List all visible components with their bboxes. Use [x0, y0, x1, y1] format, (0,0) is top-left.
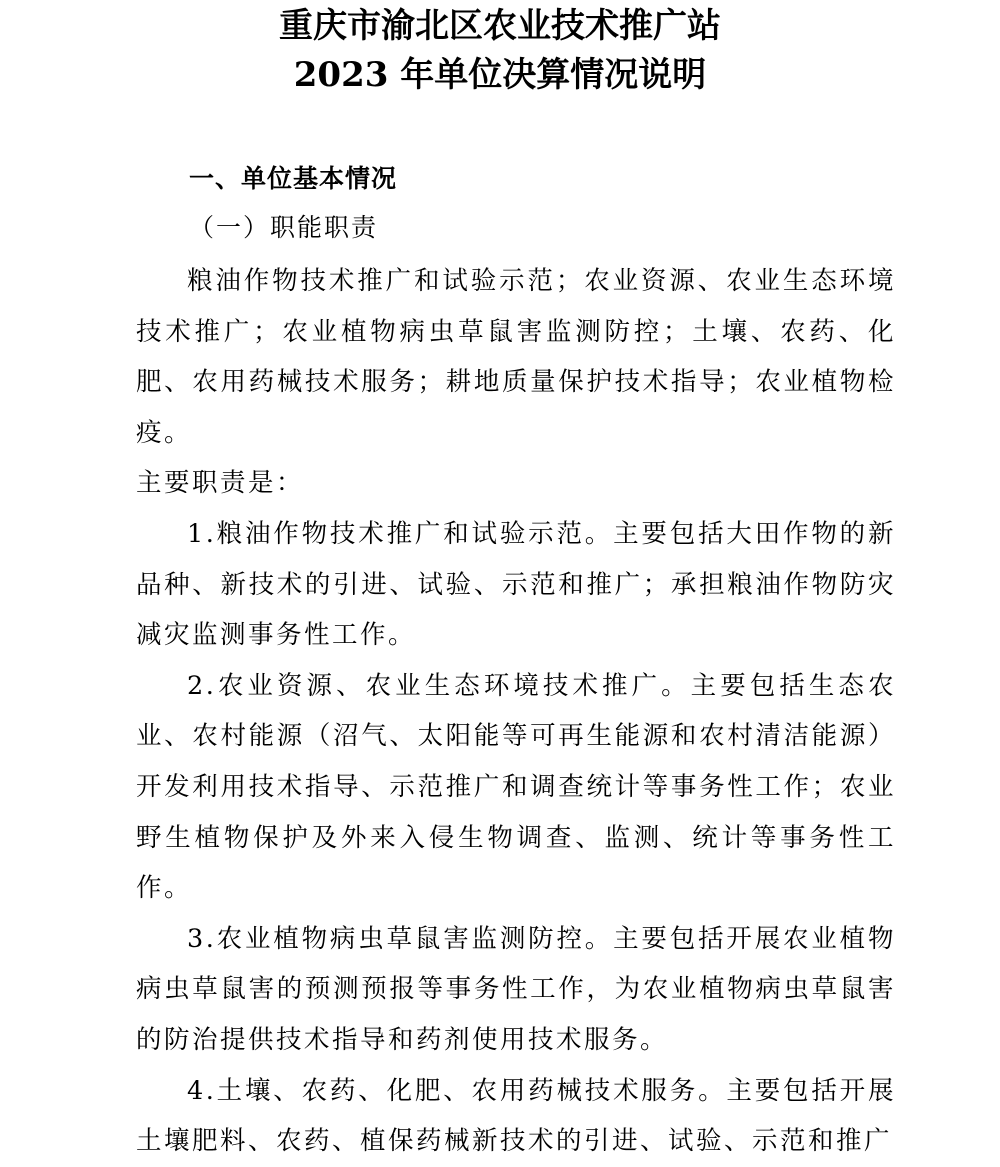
document-body — [136, 256, 896, 1167]
paragraph-duty-3: 3.农业植物病虫草鼠害监测防控。主要包括开展农业植物病虫草鼠害的预测预报等事务性工作，为农业植物病虫草鼠害的防治提供技术指导和药剂使用技术服务。 — [136, 923, 896, 1055]
paragraph-functions-overview: 粮油作物技术推广和试验示范；农业资源、农业生态环境技术推广；农业植物病虫草鼠害监测防控；土壤、农药、化肥、农用药械技术服务；耕地质量保护技术指导；农业植物检疫。 — [136, 266, 896, 448]
paragraph-duty-4: 4.土壤、农药、化肥、农用药械技术服务。主要包括开展土壤肥料、农药、植保药械新技术的引进、试验、示范和推广 — [136, 1075, 896, 1157]
paragraph-duty-1: 1.粮油作物技术推广和试验示范。主要包括大田作物的新品种、新技术的引进、试验、示范和推广；承担粮油作物防灾减灾监测事务性工作。 — [136, 518, 896, 651]
section-heading-basic-info: 一、单位基本情况 — [189, 164, 398, 193]
paragraph-duty-2: 2.农业资源、农业生态环境技术推广。主要包括生态农业、农村能源（沼气、太阳能等可再生能源和农村清洁能源）开发利用技术指导、示范推广和调查统计等事务性工作；农业野生植物保护及外来入侵生物调查、监测、统计等事务性工作。 — [136, 670, 896, 904]
document-title-line-1: 重庆市渝北区农业技术推广站 — [279, 6, 721, 46]
paragraph-main-duties-label: 主要职责是： — [136, 468, 305, 499]
document-title-line-2: 2023 年单位决算情况说明 — [293, 55, 707, 95]
subsection-heading-functions: （一）职能职责 — [189, 213, 379, 242]
